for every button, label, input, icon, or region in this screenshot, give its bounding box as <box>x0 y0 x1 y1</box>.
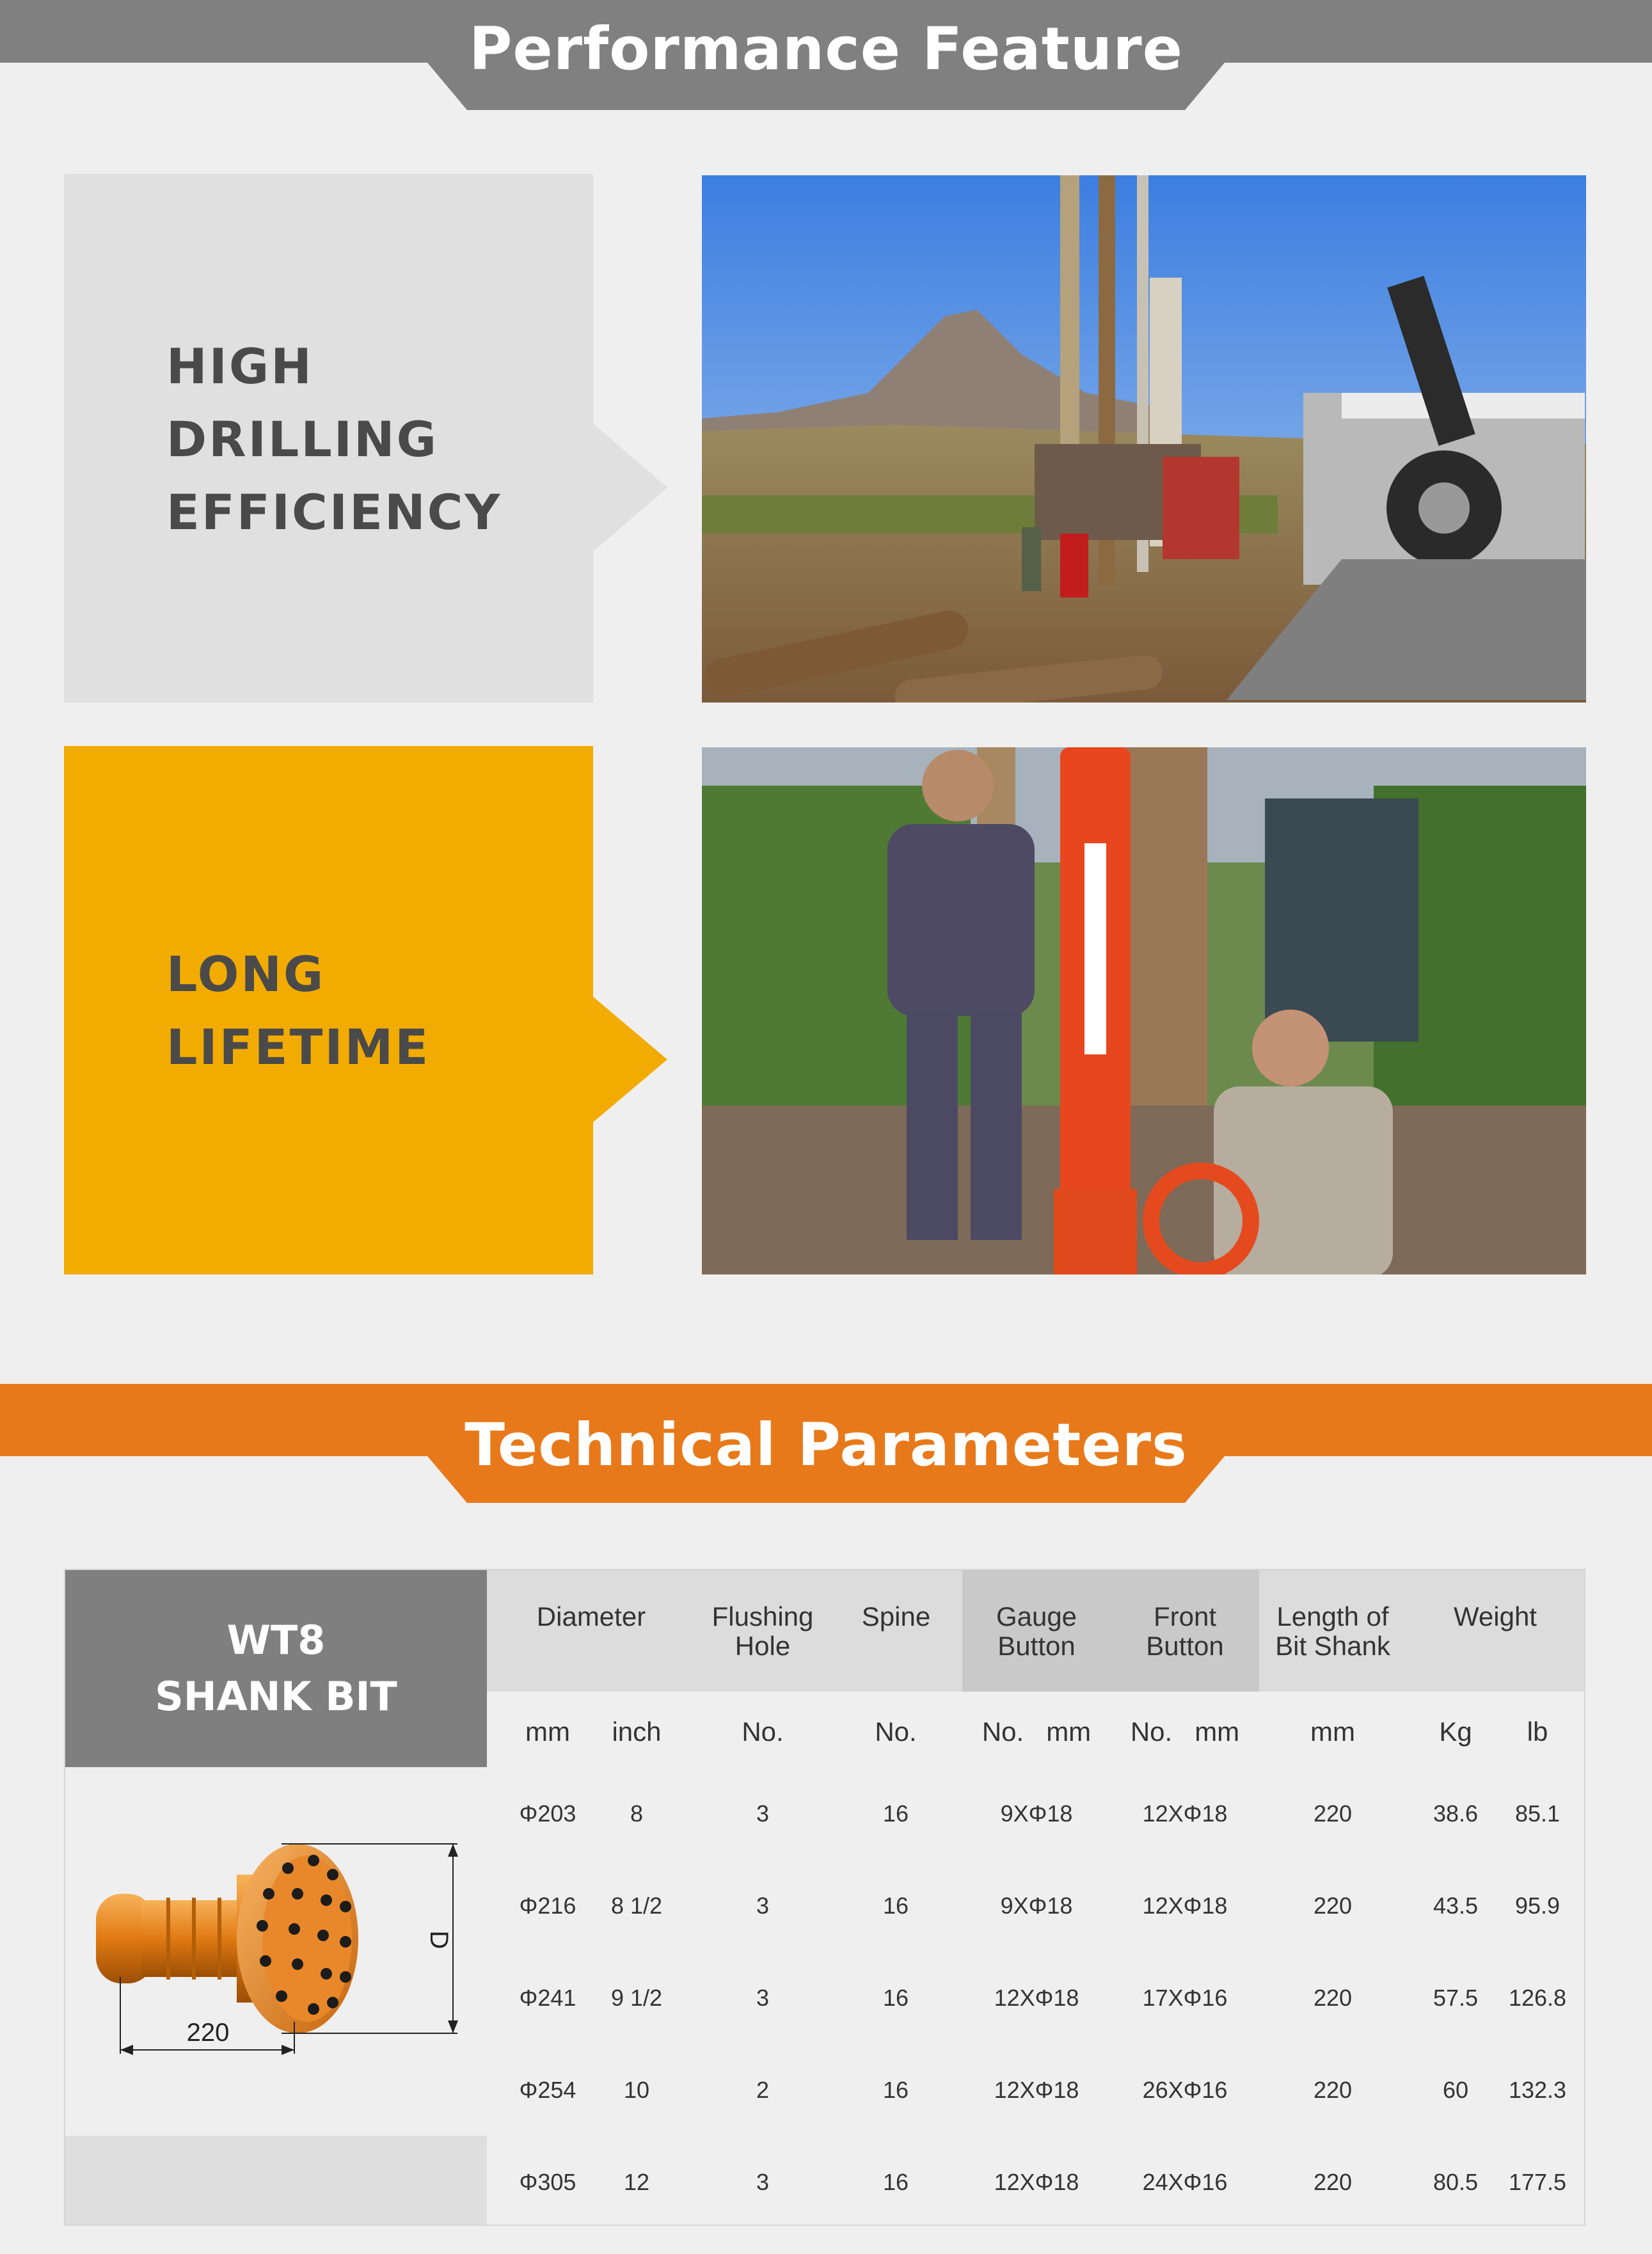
unit-lb: lb <box>1527 1717 1548 1747</box>
technical-title: Technical Parameters <box>465 1411 1187 1479</box>
header-gauge-button: Gauge Button <box>996 1601 1077 1661</box>
table-cell: 85.1 <box>1514 1800 1561 1827</box>
header-bit-shank-length: Length of Bit Shank <box>1275 1601 1390 1661</box>
unit-mm: mm <box>525 1717 570 1747</box>
table-cell: 9XΦ18 <box>1000 1800 1073 1827</box>
table-cell: 132.3 <box>1508 2077 1567 2103</box>
table-cell: 12 <box>623 2169 650 2195</box>
unit-spine-no: No. <box>875 1717 917 1747</box>
header-front-button: Front Button <box>1146 1601 1224 1661</box>
table-cell: 220 <box>1313 2169 1353 2195</box>
table-cell: 3 <box>756 1985 770 2011</box>
product-footer-cell <box>65 2136 487 2225</box>
table-cell: 12XΦ18 <box>994 2169 1079 2195</box>
table-cell: 10 <box>623 2077 650 2103</box>
table-cell: 126.8 <box>1508 1985 1567 2011</box>
table-cell: 17XΦ16 <box>1142 1985 1228 2011</box>
table-cell: 9 1/2 <box>610 1985 663 2011</box>
table-cell: 16 <box>882 1800 909 1827</box>
table-cell: 80.5 <box>1433 2169 1479 2195</box>
table-cell: 220 <box>1313 2077 1353 2103</box>
table-cell: 38.6 <box>1433 1800 1479 1827</box>
unit-inch: inch <box>612 1717 662 1747</box>
table-cell: 12XΦ18 <box>1142 1800 1228 1827</box>
header-diameter: Diameter <box>536 1601 646 1631</box>
table-cell: 220 <box>1313 1893 1353 1919</box>
table-cell: 26XΦ16 <box>1142 2077 1228 2103</box>
dimension-diameter-label: D <box>425 1930 453 1949</box>
unit-flushing-no: No. <box>742 1717 784 1747</box>
table-cell: 2 <box>756 2077 770 2103</box>
workers-hammer-photo <box>702 747 1586 1274</box>
table-cell: Φ216 <box>519 1893 576 1919</box>
table-cell: 57.5 <box>1433 1985 1479 2011</box>
table-cell: 95.9 <box>1514 1893 1561 1919</box>
table-cell: 177.5 <box>1508 2169 1567 2195</box>
table-cell: Φ241 <box>519 1985 576 2011</box>
table-cell: Φ305 <box>519 2169 576 2195</box>
dimension-length-label: 220 <box>186 2019 230 2047</box>
table-cell: 24XΦ16 <box>1142 2169 1228 2195</box>
table-cell: 16 <box>882 1893 909 1919</box>
table-cell: 3 <box>756 2169 770 2195</box>
unit-gauge: No. mm <box>981 1717 1092 1747</box>
table-cell: 12XΦ18 <box>994 1985 1079 2011</box>
table-cell: 9XΦ18 <box>1000 1893 1073 1919</box>
table-cell: 8 <box>630 1800 644 1827</box>
feature-label-long-lifetime: LONG LIFETIME <box>166 946 431 1075</box>
unit-kg: Kg <box>1439 1717 1472 1747</box>
table-cell: 3 <box>756 1800 770 1827</box>
drilling-site-photo <box>702 175 1586 702</box>
table-cell: 16 <box>882 1985 909 2011</box>
table-cell: Φ254 <box>519 2077 576 2103</box>
table-cell: 16 <box>882 2077 909 2103</box>
header-spine: Spine <box>861 1601 931 1631</box>
table-cell: 12XΦ18 <box>994 2077 1079 2103</box>
header-flushing-hole: Flushing Hole <box>711 1601 814 1661</box>
table-cell: 16 <box>882 2169 909 2195</box>
table-cell: 220 <box>1313 1800 1353 1827</box>
table-cell: 43.5 <box>1433 1893 1479 1919</box>
table-cell: 60 <box>1442 2077 1469 2103</box>
feature-label-high-drilling: HIGH DRILLING EFFICIENCY <box>166 338 502 541</box>
unit-shank-mm: mm <box>1310 1717 1355 1747</box>
table-cell: 220 <box>1313 1985 1353 2011</box>
header-weight: Weight <box>1454 1601 1537 1631</box>
table-cell: 3 <box>756 1893 770 1919</box>
performance-title: Performance Feature <box>468 15 1184 83</box>
table-cell: 12XΦ18 <box>1142 1893 1228 1919</box>
unit-front: No. mm <box>1130 1717 1240 1747</box>
product-title: WT8 SHANK BIT <box>155 1617 397 1720</box>
table-cell: 8 1/2 <box>610 1893 663 1919</box>
table-cell: Φ203 <box>519 1800 576 1827</box>
